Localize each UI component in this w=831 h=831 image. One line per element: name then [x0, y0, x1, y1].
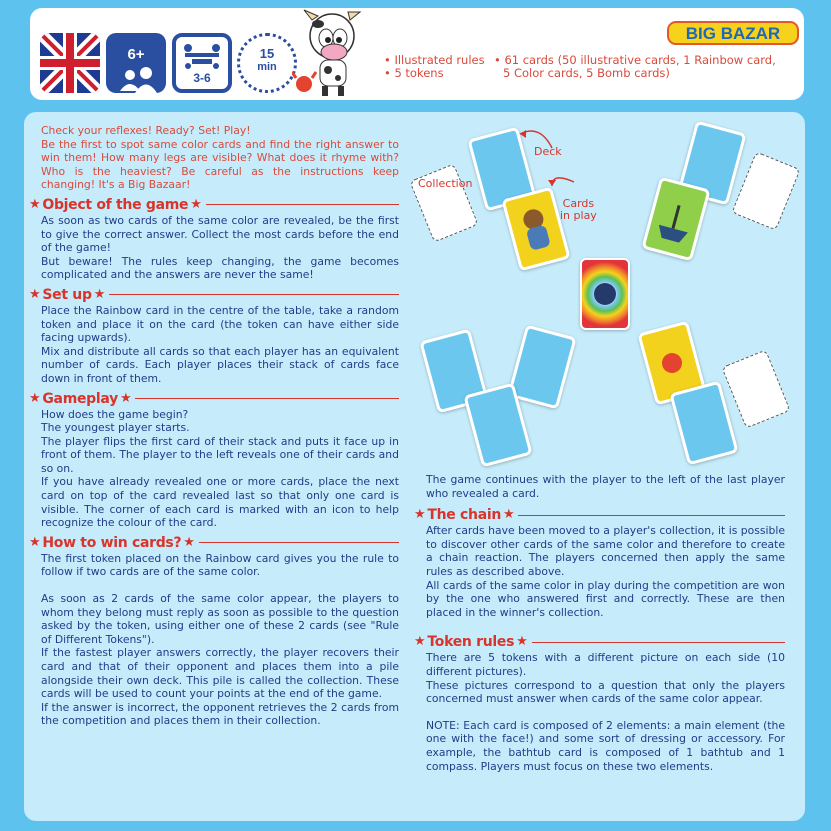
gameplay-paragraph: The player flips the first card of their stack and puts it face up in front of them. The player to the left reveals one of their cards and so on. [41, 434, 399, 475]
deck-card [669, 381, 738, 466]
object-paragraph: But beware! The rules keep changing, the game becomes complicated and the answers are never the same! [41, 254, 399, 282]
contents-item: 5 Color cards, 5 Bomb cards) [503, 66, 670, 80]
right-column [414, 473, 785, 773]
tokens-paragraph: There are 5 tokens with a different picture on each side (10 different pictures). [426, 651, 785, 678]
age-badge [106, 33, 166, 93]
card-in-play [507, 325, 576, 410]
section-title: How to win cards? [42, 534, 182, 551]
heading-rule [109, 294, 399, 295]
setup-paragraph: Mix and distribute all cards so that each player has an equivalent number of cards. Each player places their stack of cards face down in front of them. [41, 344, 399, 385]
section-title: Set up [42, 286, 92, 303]
contents-list-left [384, 54, 485, 80]
heading-rule [199, 542, 399, 543]
tokens-paragraph: NOTE: Each card is composed of 2 elements: a main element (the one with the face!) and some sort of dressing or accessory. For example, the bathtub card is composed of 1 bathtub and 1 compass. Players must focus on these two elements. [426, 718, 785, 773]
chain-paragraph: All cards of the same color in play during the competition are won by the one who answered first and correctly. These are then placed in the winner's collection. [426, 578, 785, 619]
star-icon: ★ [190, 196, 202, 212]
label-deck: Deck [534, 145, 562, 158]
win-paragraph: If the answer is incorrect, the opponent retrieves the 2 cards from the competition and places them in their collection. [41, 700, 399, 728]
gameplay-paragraph: The youngest player starts. [41, 421, 190, 435]
label-cards-in-play: Cards in play [560, 197, 597, 222]
gameplay-paragraph: If you have already revealed one or more cards, place the next card on top of the card revealed last so that only one card is visible. The corner of each card is marked with an icon to help recognize the colour of the card. [41, 475, 399, 530]
intro-line: Check your reflexes! Ready? Set! Play! [41, 124, 251, 137]
age-label: 6+ [127, 46, 145, 63]
star-icon: ★ [516, 634, 528, 650]
section-heading-object [27, 196, 399, 214]
contents-item: • 61 cards (50 illustrative cards, 1 Rainbow card, [494, 53, 776, 67]
contents-list-right [494, 54, 776, 80]
section-title: Object of the game [42, 196, 189, 213]
heading-rule [135, 398, 399, 399]
tokens-paragraph: These pictures correspond to a question that only the players concerned must answer when cards of the same color appear. [426, 678, 785, 706]
star-icon: ★ [29, 286, 41, 302]
section-heading-chain [412, 506, 785, 524]
big-bazar-logo [664, 16, 804, 46]
intro-text [41, 124, 399, 192]
heading-rule [532, 642, 786, 643]
object-paragraph: As soon as two cards of the same color are revealed, be the first to give the correct answer. Collect the most cards before the end of the game! [41, 213, 399, 255]
heading-rule [518, 515, 785, 516]
uk-flag-icon [40, 33, 100, 93]
star-icon: ★ [119, 390, 132, 406]
intro-paragraph: Be the first to spot same color cards and find the right answer to win them! How many legs are visible? What does it rhyme with? Who is the heaviest? Be careful as the instructions keep changing! It's a Big Bazaar! [41, 137, 399, 192]
section-heading-tokens [412, 633, 785, 651]
players-label: 3-6 [193, 71, 211, 85]
star-icon: ★ [93, 286, 106, 302]
win-paragraph: If the fastest player answers correctly, the player recovers their card and that of their opponent and places them into a pile alongside their own deck. This pile is called the collection. These cards will be used to count your points at the end of the game. [41, 646, 399, 701]
star-icon: ★ [503, 507, 515, 523]
section-heading-gameplay [27, 390, 399, 408]
people-icon [106, 33, 166, 93]
label-collection: Collection [418, 177, 473, 190]
gameplay-continued: The game continues with the player to the left of the last player who revealed a card. [426, 473, 785, 500]
star-icon: ★ [414, 634, 426, 650]
contents-item: • Illustrated rules [384, 53, 485, 67]
section-title: Gameplay [42, 390, 118, 407]
section-title: Token rules [427, 634, 515, 651]
star-icon: ★ [29, 196, 41, 212]
setup-paragraph: Place the Rainbow card in the centre of the table, take a random token and place it on the card (the token can have either side facing upwards). [41, 303, 399, 345]
star-icon: ★ [414, 507, 426, 523]
svg-text:BIG BAZAR: BIG BAZAR [685, 24, 781, 43]
star-icon: ★ [29, 390, 41, 406]
win-paragraph: The first token placed on the Rainbow card gives you the rule to follow if two cards are of the same color. [41, 551, 399, 579]
section-title: The chain [427, 507, 502, 524]
star-icon: ★ [183, 534, 195, 550]
players-badge [172, 33, 232, 93]
win-paragraph: As soon as 2 cards of the same color appear, the players to whom they belong must reply as soon as possible to the question asked by the token, using either one of these 2 cards (see "Rule of Different Tokens"). [41, 592, 399, 646]
section-heading-win [27, 534, 399, 552]
gameplay-paragraph: How does the game begin? [41, 407, 189, 421]
contents-item: • 5 tokens [384, 66, 444, 80]
cow-mascot-icon [292, 6, 372, 98]
section-heading-setup [27, 286, 399, 304]
star-icon: ★ [29, 534, 41, 550]
left-column [29, 124, 399, 728]
chain-paragraph: After cards have been moved to a player's collection, it is possible to discover other cards of the same color and therefore to create a chain reaction. The players concerned then apply the same rules as described above. [426, 524, 785, 578]
token-icon [594, 283, 616, 305]
heading-rule [206, 204, 399, 205]
time-unit: min [257, 61, 277, 73]
collection-slot [721, 349, 790, 428]
rainbow-card [580, 258, 630, 330]
table-layout-illustration [412, 120, 802, 470]
time-value: 15 [259, 46, 275, 61]
time-badge [237, 33, 297, 93]
